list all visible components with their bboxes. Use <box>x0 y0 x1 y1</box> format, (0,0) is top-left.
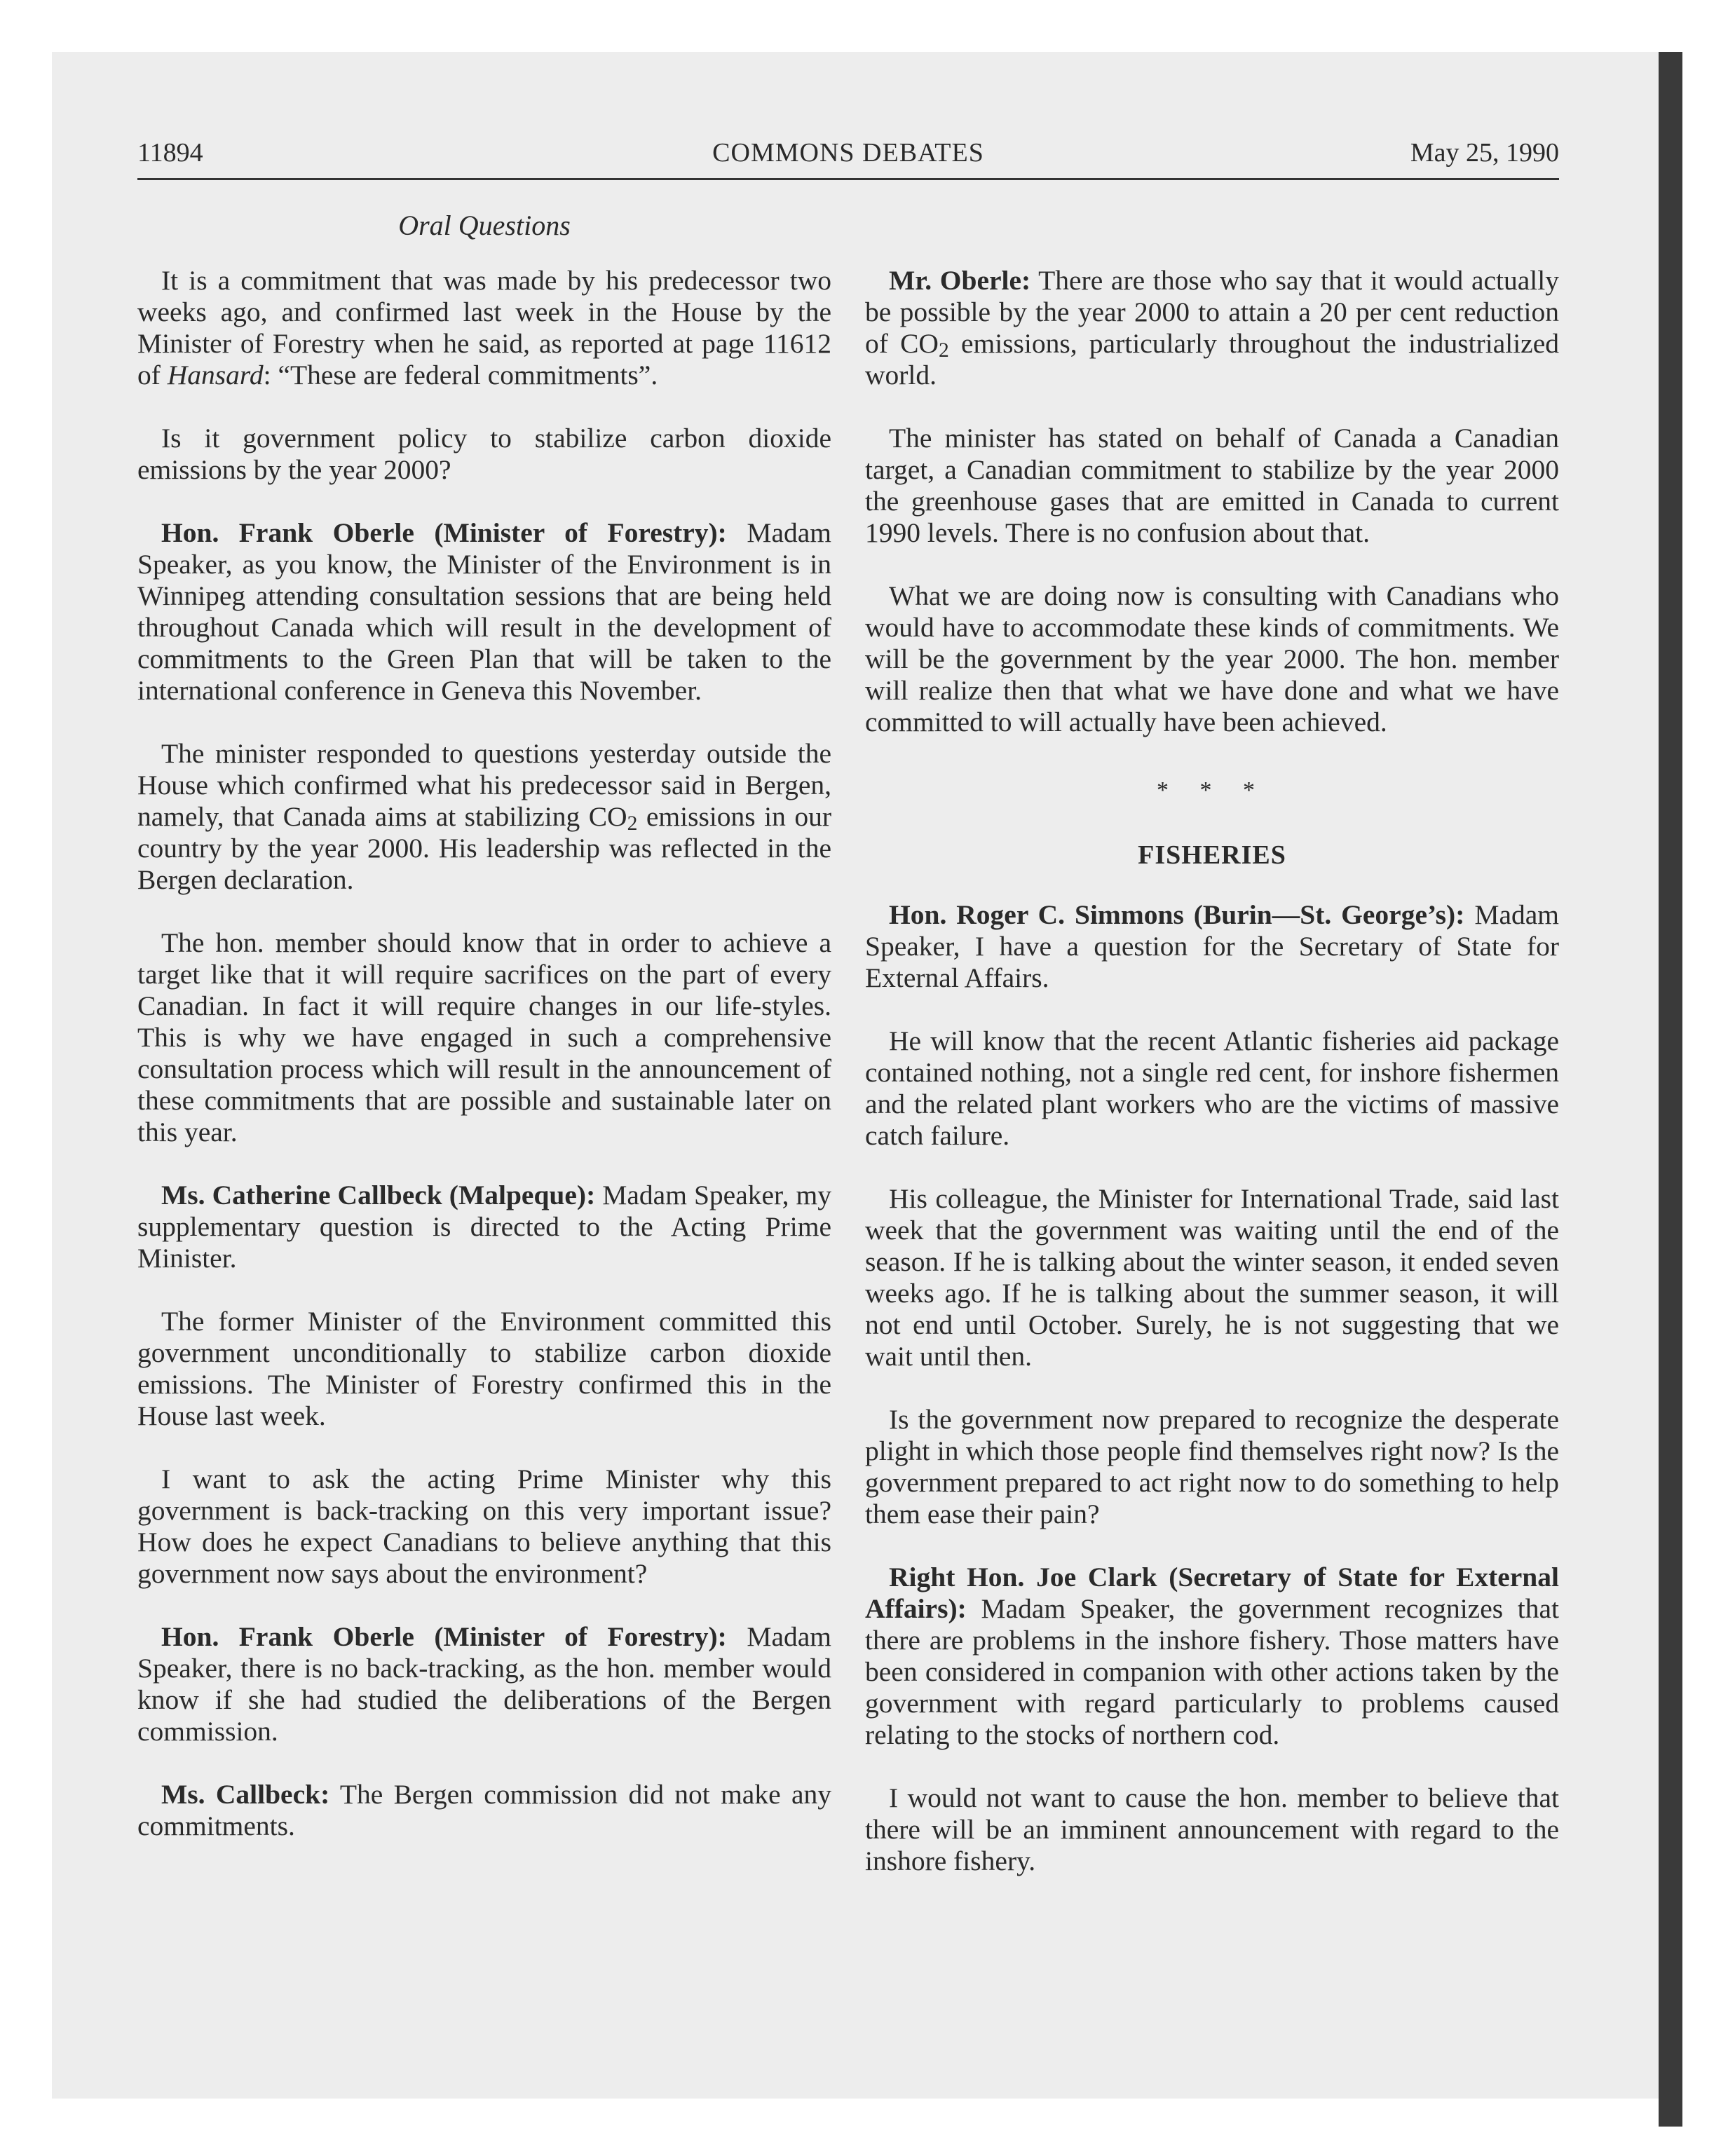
speaker-name: Mr. Oberle: <box>889 265 1031 296</box>
paragraph: The minister responded to questions yesterday outside the House which confirmed what his predecessor said in Bergen, namely, that Canada aims at stabilizing $CO_2$ emissions in our country by the year 2000. His leadership was reflected in the Bergen declaration. <box>137 738 831 895</box>
speaker-name: Ms. Catherine Callbeck (Malpeque): <box>161 1180 596 1210</box>
paragraph: I would not want to cause the hon. member to believe that there will be an imminent announcement with regard to the inshore fishery. <box>865 1782 1559 1876</box>
speech-paragraph: Ms. Catherine Callbeck (Malpeque): Madam Speaker, my supplementary question is directed to the Acting Prime Minister. <box>137 1180 831 1274</box>
page-number: 11894 <box>137 138 203 168</box>
header-rule <box>137 178 1559 180</box>
section-heading: FISHERIES <box>1138 840 1286 870</box>
speaker-name: Hon. Roger C. Simmons (Burin—St. George’s): <box>889 899 1465 930</box>
speaker-name: Ms. Callbeck: <box>161 1779 330 1810</box>
binding-edge-shadow <box>1659 52 1682 2127</box>
paragraph: He will know that the recent Atlantic fisheries aid package contained nothing, not a single red cent, for inshore fishermen and the related plant workers who are the victims of massive catch failure. <box>865 1025 1559 1151</box>
speaker-name: Right Hon. Joe Clark (Secretary of State for External Affairs): <box>865 1562 1559 1624</box>
running-header <box>137 130 1559 179</box>
paragraph: The former Minister of the Environment committed this government unconditionally to stabilize carbon dioxide emissions. The Minister of Forestry confirmed this in the House last week. <box>137 1306 831 1431</box>
paragraph: What we are doing now is consulting with Canadians who would have to accommodate these kinds of commitments. We will be the government by the year 2000. The hon. member will realize then that what we have done and what we have committed to will actually have been achieved. <box>865 580 1559 737</box>
paragraph: Is the government now prepared to recognize the desperate plight in which those people find themselves right now? Is the government prepared to act right now to do something to help them ease their pain? <box>865 1404 1559 1529</box>
paragraph: Is it government policy to stabilize carbon dioxide emissions by the year 2000? <box>137 423 831 485</box>
paragraph: I want to ask the acting Prime Minister why this government is back-tracking on this very important issue? How does he expect Canadians to believe anything that this government now says about the environment? <box>137 1464 831 1589</box>
publication-title: COMMONS DEBATES <box>712 138 984 168</box>
paragraph: It is a commitment that was made by his predecessor two weeks ago, and confirmed last week in the House by the Minister of Forestry when he said, as reported at page 11612 of Hansard: “These are federal commitments”. <box>137 265 831 390</box>
speaker-name: Hon. Frank Oberle (Minister of Forestry): <box>161 1621 727 1652</box>
paragraph: His colleague, the Minister for International Trade, said last week that the government was waiting until the end of the season. If he is talking about the winter season, it ended seven weeks ago. If he is talking about the summer season, it will not end until October. Surely, he is not suggesting that we wait until then. <box>865 1183 1559 1372</box>
speech-paragraph: Hon. Frank Oberle (Minister of Forestry): Madam Speaker, there is no back-tracking, as the hon. member would know if she had studied the deliberations of the Bergen commission. <box>137 1621 831 1747</box>
publication-date: May 25, 1990 <box>1410 138 1559 168</box>
section-separator: * * * <box>1157 777 1267 803</box>
speech-paragraph: Hon. Roger C. Simmons (Burin—St. George’s): Madam Speaker, I have a question for the Secretary of State for External Affairs. <box>865 899 1559 993</box>
paragraph: The minister has stated on behalf of Canada a Canadian target, a Canadian commitment to stabilize by the year 2000 the greenhouse gases that are emitted in Canada to current 1990 levels. There is no confusion about that. <box>865 423 1559 548</box>
section-title: Oral Questions <box>398 210 571 241</box>
speaker-name: Hon. Frank Oberle (Minister of Forestry): <box>161 517 727 548</box>
right-column <box>865 265 1559 1877</box>
speech-paragraph: Ms. Callbeck: The Bergen commission did not make any commitments. <box>137 1779 831 1841</box>
hansard-reference: Hansard <box>167 360 264 390</box>
paragraph: The hon. member should know that in order to achieve a target like that it will require sacrifices on the part of every Canadian. In fact it will require changes in our life-styles. This is why we have engaged in such a comprehensive consultation process which will result in the announcement of these commitments that are possible and sustainable later on this year. <box>137 927 831 1147</box>
speech-paragraph: Right Hon. Joe Clark (Secretary of State for External Affairs): Madam Speaker, the government recognizes that there are problems in the inshore fishery. Those matters have been considered in companion with other actions taken by the government with regard particularly to problems caused relating to the stocks of northern cod. <box>865 1562 1559 1750</box>
speech-paragraph: Hon. Frank Oberle (Minister of Forestry): Madam Speaker, as you know, the Minister of the Environment is in Winnipeg attending consultation sessions that are being held throughout Canada which will result in the development of commitments to the Green Plan that will be taken to the international conference in Geneva this November. <box>137 517 831 706</box>
left-column <box>137 265 831 1842</box>
speech-paragraph: Mr. Oberle: There are those who say that it would actually be possible by the year 2000 to attain a 20 per cent reduction of $CO_2$ emissions, particularly throughout the industrialized world. <box>865 265 1559 390</box>
